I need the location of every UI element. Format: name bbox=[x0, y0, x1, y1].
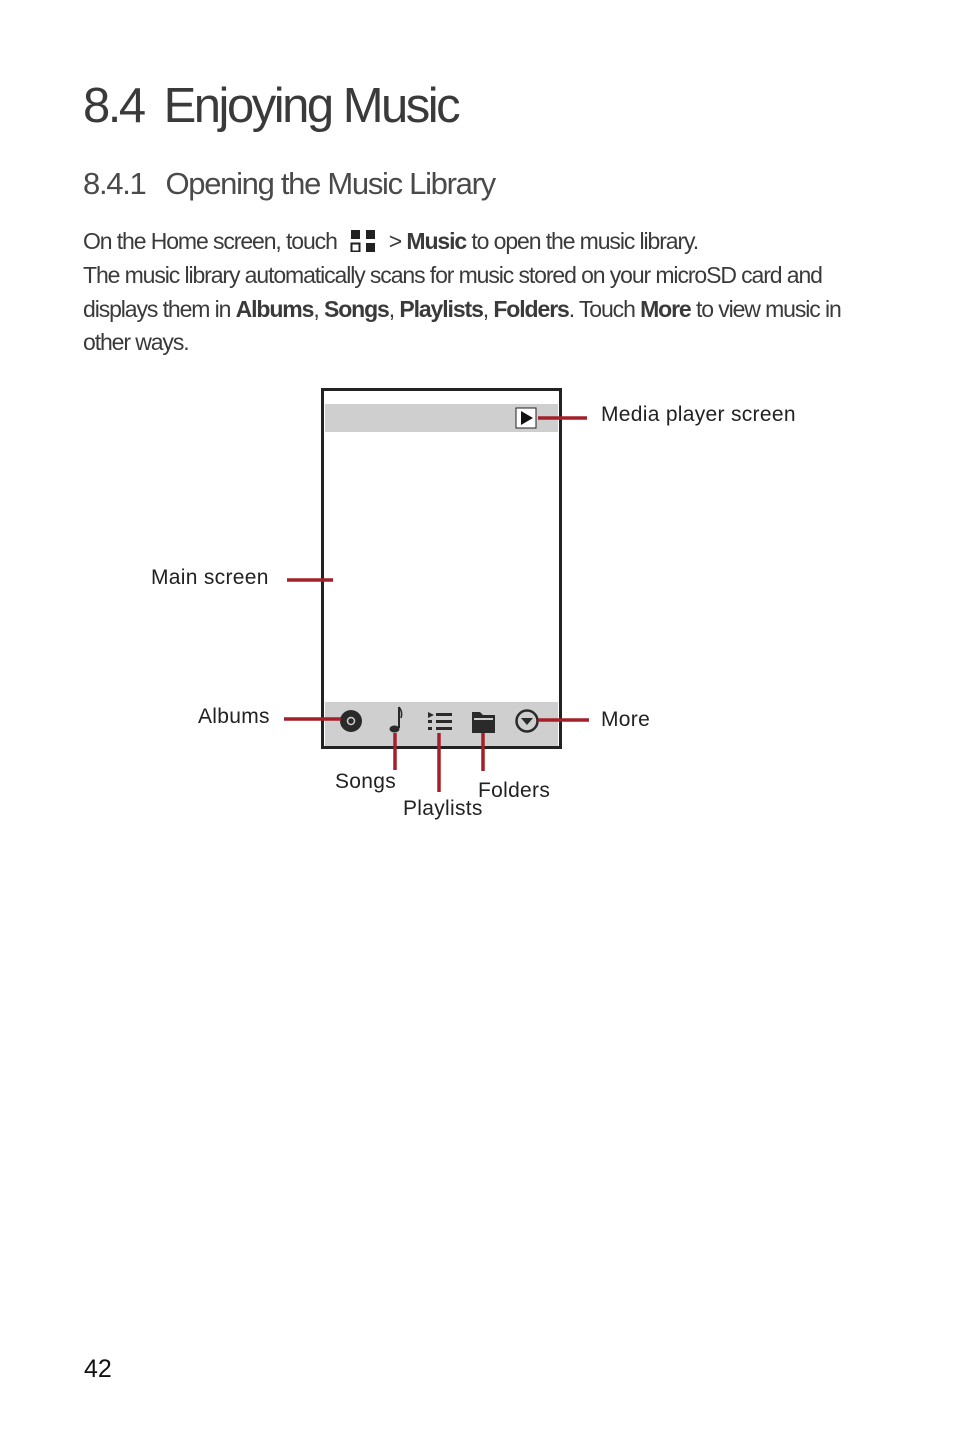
media-player-label: Media player screen bbox=[601, 403, 796, 426]
page-number: 42 bbox=[84, 1355, 112, 1383]
description-text-2: . Touch bbox=[568, 295, 635, 322]
comma: , bbox=[313, 295, 319, 322]
section-title: Enjoying Music bbox=[163, 79, 459, 133]
subsection-title: Opening the Music Library bbox=[165, 166, 495, 201]
phone-screen-frame bbox=[323, 390, 561, 748]
subsection-number: 8.4.1 bbox=[83, 166, 146, 201]
intro-separator: > bbox=[388, 228, 402, 254]
comma: , bbox=[482, 295, 489, 322]
folder-icon bbox=[472, 712, 495, 733]
section-number: 8.4 bbox=[83, 79, 144, 133]
album-disc-icon bbox=[340, 710, 362, 732]
play-icon bbox=[516, 408, 536, 428]
albums-term: Albums bbox=[235, 295, 314, 322]
description-text-1: The music library automatically scans for music stored on your microSD card and displays them in bbox=[83, 262, 822, 322]
more-label: More bbox=[601, 708, 651, 731]
music-app-label: Music bbox=[406, 228, 467, 254]
folders-label: Folders bbox=[478, 779, 551, 802]
songs-label: Songs bbox=[335, 770, 397, 793]
description-text-3: to view music in other ways. bbox=[83, 295, 841, 355]
comma: , bbox=[388, 295, 395, 322]
intro-prefix: On the Home screen, touch bbox=[83, 228, 337, 254]
more-term: More bbox=[640, 295, 691, 322]
playlist-icon bbox=[428, 712, 452, 730]
main-screen-label: Main screen bbox=[151, 566, 269, 589]
songs-term: Songs bbox=[323, 295, 389, 322]
albums-label: Albums bbox=[198, 705, 270, 728]
playlists-label: Playlists bbox=[403, 797, 483, 820]
folders-term: Folders bbox=[493, 295, 569, 322]
intro-suffix: to open the music library. bbox=[471, 228, 699, 254]
playlists-term: Playlists bbox=[399, 295, 483, 322]
